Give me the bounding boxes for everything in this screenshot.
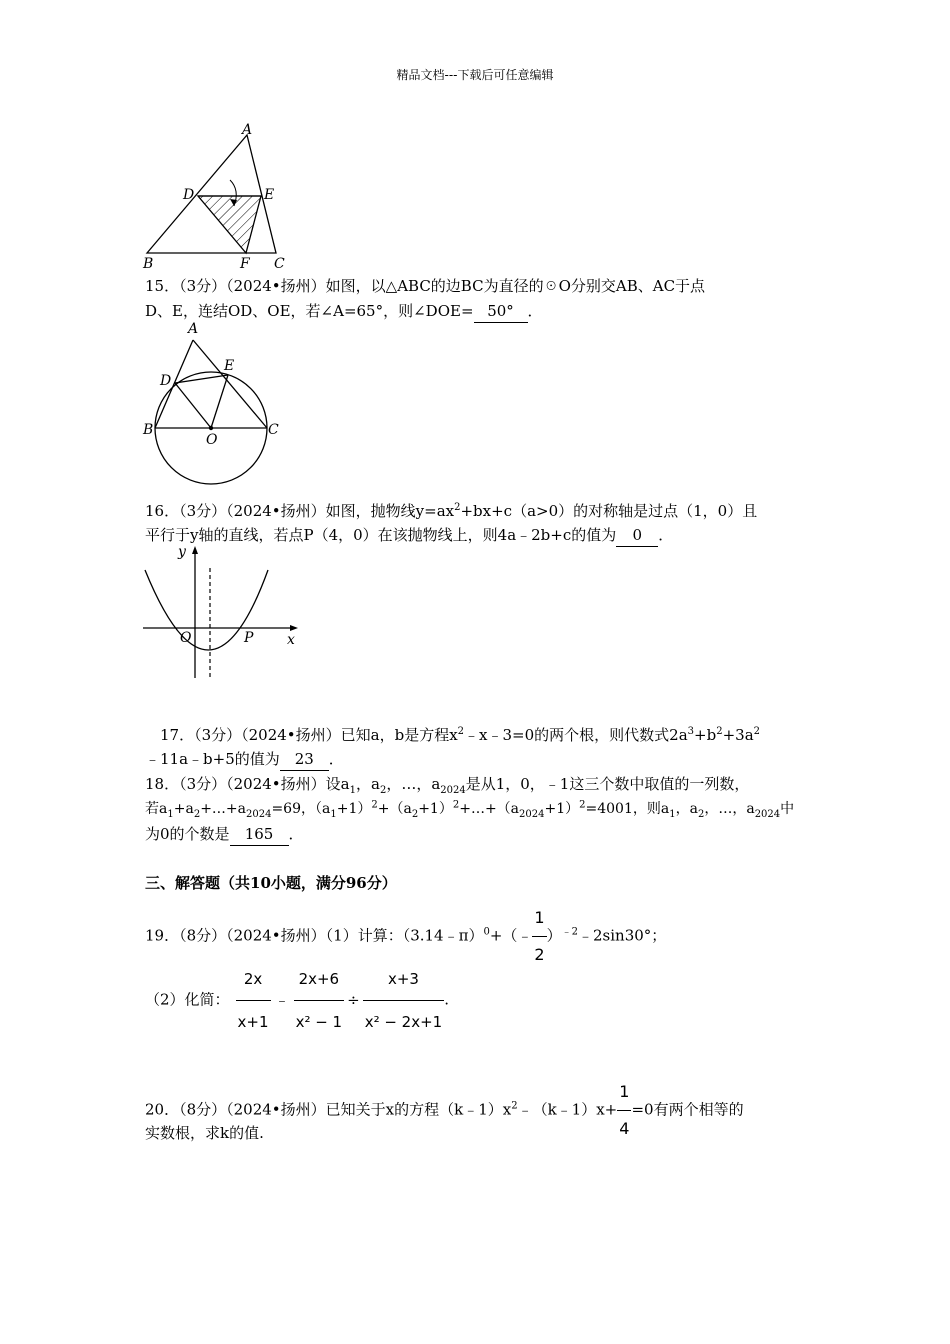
label-F: F xyxy=(240,256,250,272)
label-P: P xyxy=(244,630,254,646)
label-C: C xyxy=(274,256,285,272)
frac3-num: x+3 xyxy=(363,958,445,1001)
q18-line2: 若$a_1+a_2+\dots+a_{2024}=69$，$(a_1+1)^2+(a_2+1)^2+\dots+(a_{2024}+1)^2=4001$，则$a_1$，$a_2$，…，$a_{2024}$中 xyxy=(145,799,795,820)
q19-frac-num: 1 xyxy=(532,900,546,937)
q16-answer: 0 xyxy=(616,524,658,547)
triangle-fold-figure xyxy=(140,120,300,272)
label-B: B xyxy=(143,256,154,272)
frac2-num: 2x+6 xyxy=(294,958,345,1001)
label-A: A xyxy=(242,122,253,138)
label-E: E xyxy=(264,187,275,203)
q20-frac-den: 4 xyxy=(619,1119,630,1138)
q18-line1: 18．（3分）（2024•扬州）设$a_1$，$a_2$，…，$a_{2024}$是从1，0，﹣1这三个数中取值的一列数， xyxy=(145,775,750,796)
q15-line2: D、E，连结OD、OE，若∠A=65°，则∠DOE= 50° ． xyxy=(145,300,543,323)
q15-line1: 15．（3分）（2024•扬州）如图，以△ABC的边BC为直径的☉O分别交AB、AC于点 xyxy=(145,277,706,295)
q17-answer: 23 xyxy=(280,748,329,771)
label-O3: O xyxy=(180,630,192,646)
label-D: D xyxy=(183,187,195,203)
q20-line2: 实数根，求k的值. xyxy=(145,1124,264,1142)
q19-line2: （2）化简： $\frac{2x}{x+1}$ ﹣ $\frac{2x+6}{\text{x² − 1}}$ ÷ $\frac{x+3}{\text{x² − 2x+1}}$ . xyxy=(145,958,449,1043)
frac1-den: x+1 xyxy=(237,1013,269,1031)
label-C2: C xyxy=(268,422,279,438)
q16-line1: 16．（3分）（2024•扬州）如图，抛物线$y=ax^2+bx+c(a>0)$的对称轴是过点（1，0）且 xyxy=(145,502,758,520)
page-header: 精品文档---下载后可任意编辑 xyxy=(396,68,554,82)
parabola-figure xyxy=(140,540,305,685)
q17-line1: 17．（3分）（2024•扬州）已知a，b是方程$x^2﹣x﹣3=0$的两个根，则代数式$2a^3+b^2+3a^2$ xyxy=(160,726,761,744)
q16-line2: 平行于y轴的直线，若点P（4，0）在该抛物线上，则4a﹣2b+c的值为 0 ． xyxy=(145,524,673,547)
q19-frac-den: 2 xyxy=(534,945,545,964)
q18-answer: 165 xyxy=(230,823,289,846)
label-O2: O xyxy=(206,432,218,448)
label-A2: A xyxy=(188,321,199,337)
q19-line1: 19．（8分）（2024•扬州）（1）计算：（3.14﹣π）$^0$+（﹣ $\frac{1}{2}$ ）$^{﹣2}$﹣2sin30°； xyxy=(145,900,666,973)
q20-frac-num: 1 xyxy=(617,1074,631,1111)
label-B2: B xyxy=(143,422,154,438)
circle-triangle-figure xyxy=(140,318,290,488)
frac1-num: 2x xyxy=(236,958,271,1001)
section-heading: 三、解答题（共10小题，满分96分） xyxy=(145,874,397,892)
label-E2: E xyxy=(224,358,235,374)
q17-line2: ﹣11a﹣b+5的值为 23 ． xyxy=(145,748,344,771)
label-x: x xyxy=(287,632,295,648)
q18-line3: 为0的个数是 165 ． xyxy=(145,823,304,846)
frac3-den: x² − 2x+1 xyxy=(364,1013,443,1031)
q15-answer: 50° xyxy=(474,300,528,323)
frac2-den: x² − 1 xyxy=(295,1013,343,1031)
q20-line1: 20．（8分）（2024•扬州）已知关于x的方程$(k﹣1)x^2﹣(k﹣1)x+$ $\frac{1}{4}$ =0有两个相等的 xyxy=(145,1074,744,1147)
label-y: y xyxy=(178,544,186,560)
label-D2: D xyxy=(160,373,172,389)
